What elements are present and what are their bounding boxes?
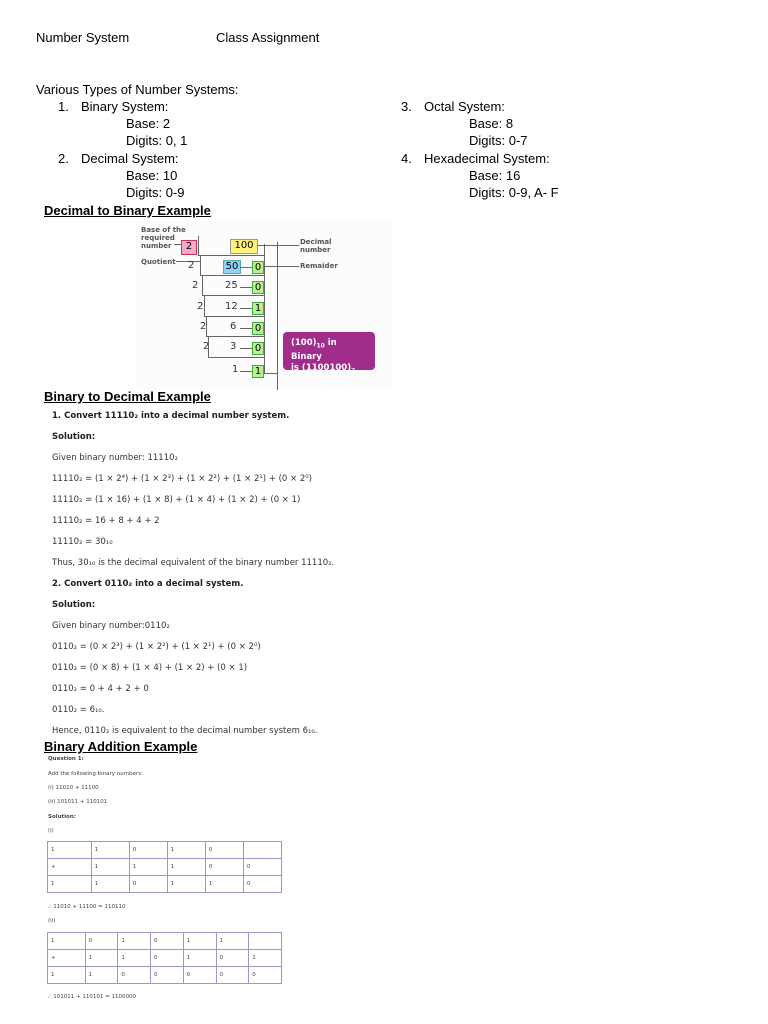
q1-line: 11110₂ = (1 × 16) + (1 × 8) + (1 × 4) + (1 × 2) + (0 × 1) (52, 495, 301, 505)
table-cell: 0 (129, 876, 167, 893)
table-cell: 1 (48, 933, 86, 950)
q1-line: 11110₂ = 30₁₀ (52, 537, 113, 547)
quotient: 50 (223, 260, 241, 274)
system-num: 2. (58, 151, 69, 166)
table-row (48, 859, 282, 876)
q1-text: 1. Convert 11110₂ into a decimal number system. (52, 411, 290, 421)
table-cell: 0 (205, 842, 243, 859)
add-question: Question 1: (48, 756, 84, 762)
system-name: Hexadecimal System: (424, 151, 550, 166)
q2-line: Hence, 0110₂ is equivalent to the decimal number system 6₁₀. (52, 726, 318, 736)
table-cell: 1 (167, 876, 205, 893)
table-cell (249, 933, 282, 950)
label-decimal: Decimal number (300, 238, 332, 254)
dec-to-bin-diagram (136, 222, 392, 390)
q2-line: 0110₂ = 6₁₀. (52, 705, 105, 715)
table-cell: 0 (118, 967, 151, 984)
result-sub: 2 (351, 367, 356, 375)
quotient: 12 (225, 301, 238, 312)
system-num: 1. (58, 99, 69, 114)
system-digits: Digits: 0-9 (126, 185, 185, 200)
solution-label: Solution: (52, 600, 96, 610)
remainder: 0 (252, 281, 264, 294)
label-quotient: Quotient (141, 258, 176, 266)
label-remainder: Remaider (300, 262, 338, 270)
table-cell: 1 (167, 842, 205, 859)
system-binary (58, 98, 187, 149)
solution-label: Solution: (52, 432, 96, 442)
system-octal (401, 98, 528, 149)
label-base: Base of the required number (141, 226, 186, 250)
table-cell: 0 (243, 876, 281, 893)
bin-to-dec-heading: Binary to Decimal Example (44, 389, 211, 404)
add-part-1: (i) (48, 828, 54, 834)
table-cell: 0 (151, 950, 184, 967)
system-base: Base: 16 (469, 168, 521, 183)
addition-table-2 (47, 932, 282, 984)
q1-title (52, 411, 289, 422)
system-digits: Digits: 0, 1 (126, 133, 188, 148)
result-text: is (1100100) (291, 362, 352, 373)
q2-line: 0110₂ = 0 + 4 + 2 + 0 (52, 684, 149, 694)
table-cell: 1 (205, 876, 243, 893)
remainder: 1 (252, 302, 264, 315)
number-box: 100 (230, 239, 258, 254)
divisor: 2 (192, 280, 199, 291)
q2-title (52, 579, 243, 590)
table-cell: + (48, 859, 92, 876)
q2-solution (52, 600, 95, 611)
quotient: 1 (232, 364, 239, 375)
table-cell: 0 (243, 859, 281, 876)
remainder: 0 (252, 261, 264, 274)
table-cell: 1 (118, 950, 151, 967)
remainder: 0 (252, 322, 264, 335)
table-cell: 1 (167, 859, 205, 876)
system-digits: Digits: 0-7 (469, 133, 528, 148)
table-cell: + (48, 950, 86, 967)
table-cell: 0 (205, 859, 243, 876)
q1-line: 11110₂ = (1 × 2⁴) + (1 × 2³) + (1 × 2²) + (1 × 2¹) + (0 × 2⁰) (52, 474, 312, 484)
table-cell: 1 (91, 859, 129, 876)
system-digits: Digits: 0-9, A- F (469, 185, 559, 200)
divisor: 2 (200, 321, 207, 332)
table-row (48, 967, 282, 984)
q2-text: 2. Convert 0110₂ into a decimal system. (52, 579, 244, 589)
system-hexadecimal (401, 150, 559, 201)
system-name: Binary System: (81, 99, 169, 114)
table-row (48, 950, 282, 967)
system-base: Base: 10 (126, 168, 178, 183)
add-item: (i) 11010 + 11100 (48, 785, 99, 791)
q2-line: 0110₂ = (0 × 8) + (1 × 4) + (1 × 2) + (0 × 1) (52, 663, 248, 673)
table-cell: 1 (183, 933, 216, 950)
q1-line: Thus, 30₁₀ is the decimal equivalent of the binary number 11110₂. (52, 558, 335, 568)
table-cell: 1 (85, 950, 118, 967)
table-cell: 1 (183, 950, 216, 967)
q1-line: 11110₂ = 16 + 8 + 4 + 2 (52, 516, 160, 526)
add-prompt: Add the following binary numbers: (48, 771, 143, 777)
table-cell: 1 (85, 967, 118, 984)
quotient: 6 (230, 321, 237, 332)
table-cell: 0 (151, 967, 184, 984)
system-num: 3. (401, 99, 412, 114)
divisor: 2 (203, 341, 210, 352)
system-num: 4. (401, 151, 412, 166)
addition-table-1 (47, 841, 282, 893)
table-cell: 1 (91, 842, 129, 859)
remainder: 0 (252, 342, 264, 355)
result-box (283, 332, 375, 375)
table-cell: 0 (249, 967, 282, 984)
quotient: 25 (225, 280, 238, 291)
add-result-2: ∴ 101011 + 110101 = 1100000 (48, 994, 136, 1000)
table-cell: 1 (48, 842, 92, 859)
table-cell: 1 (118, 933, 151, 950)
system-decimal (58, 150, 185, 201)
add-part-2: (ii) (48, 918, 56, 924)
divisor: 2 (188, 260, 195, 271)
table-cell: 0 (85, 933, 118, 950)
dec-to-bin-heading: Decimal to Binary Example (44, 203, 211, 218)
doc-subtitle: Class Assignment (216, 30, 320, 45)
q2-line: 0110₂ = (0 × 2³) + (1 × 2²) + (1 × 2¹) + (0 × 2⁰) (52, 642, 261, 652)
system-base: Base: 2 (126, 116, 171, 131)
remainder: 1 (252, 365, 264, 378)
table-cell: 0 (216, 967, 249, 984)
table-cell: 1 (216, 933, 249, 950)
result-text: (100) (291, 338, 317, 348)
add-solution: Solution: (48, 814, 76, 820)
add-item: (ii) 101011 + 110101 (48, 799, 108, 805)
table-cell: 1 (249, 950, 282, 967)
table-cell: 1 (48, 876, 92, 893)
table-cell: 1 (91, 876, 129, 893)
table-cell (243, 842, 281, 859)
table-row (48, 933, 282, 950)
table-cell: 0 (129, 842, 167, 859)
table-cell: 0 (151, 933, 184, 950)
table-cell: 0 (183, 967, 216, 984)
base-box: 2 (181, 240, 197, 255)
quotient: 3 (230, 341, 237, 352)
table-row (48, 876, 282, 893)
divisor: 2 (197, 301, 204, 312)
intro-text: Various Types of Number Systems: (36, 82, 239, 97)
result-text: in Binary (291, 338, 337, 362)
q1-line: Given binary number: 11110₂ (52, 453, 178, 463)
add-result-1: ∴ 11010 + 11100 = 110110 (48, 904, 126, 910)
q2-line: Given binary number:0110₂ (52, 621, 170, 631)
system-name: Decimal System: (81, 151, 179, 166)
doc-title: Number System (36, 30, 130, 45)
table-cell: 1 (48, 967, 86, 984)
table-cell: 1 (129, 859, 167, 876)
bin-add-heading: Binary Addition Example (44, 739, 198, 754)
table-row (48, 842, 282, 859)
q1-solution (52, 432, 95, 443)
result-sub: 10 (316, 342, 325, 350)
system-name: Octal System: (424, 99, 505, 114)
table-cell: 0 (216, 950, 249, 967)
system-base: Base: 8 (469, 116, 514, 131)
